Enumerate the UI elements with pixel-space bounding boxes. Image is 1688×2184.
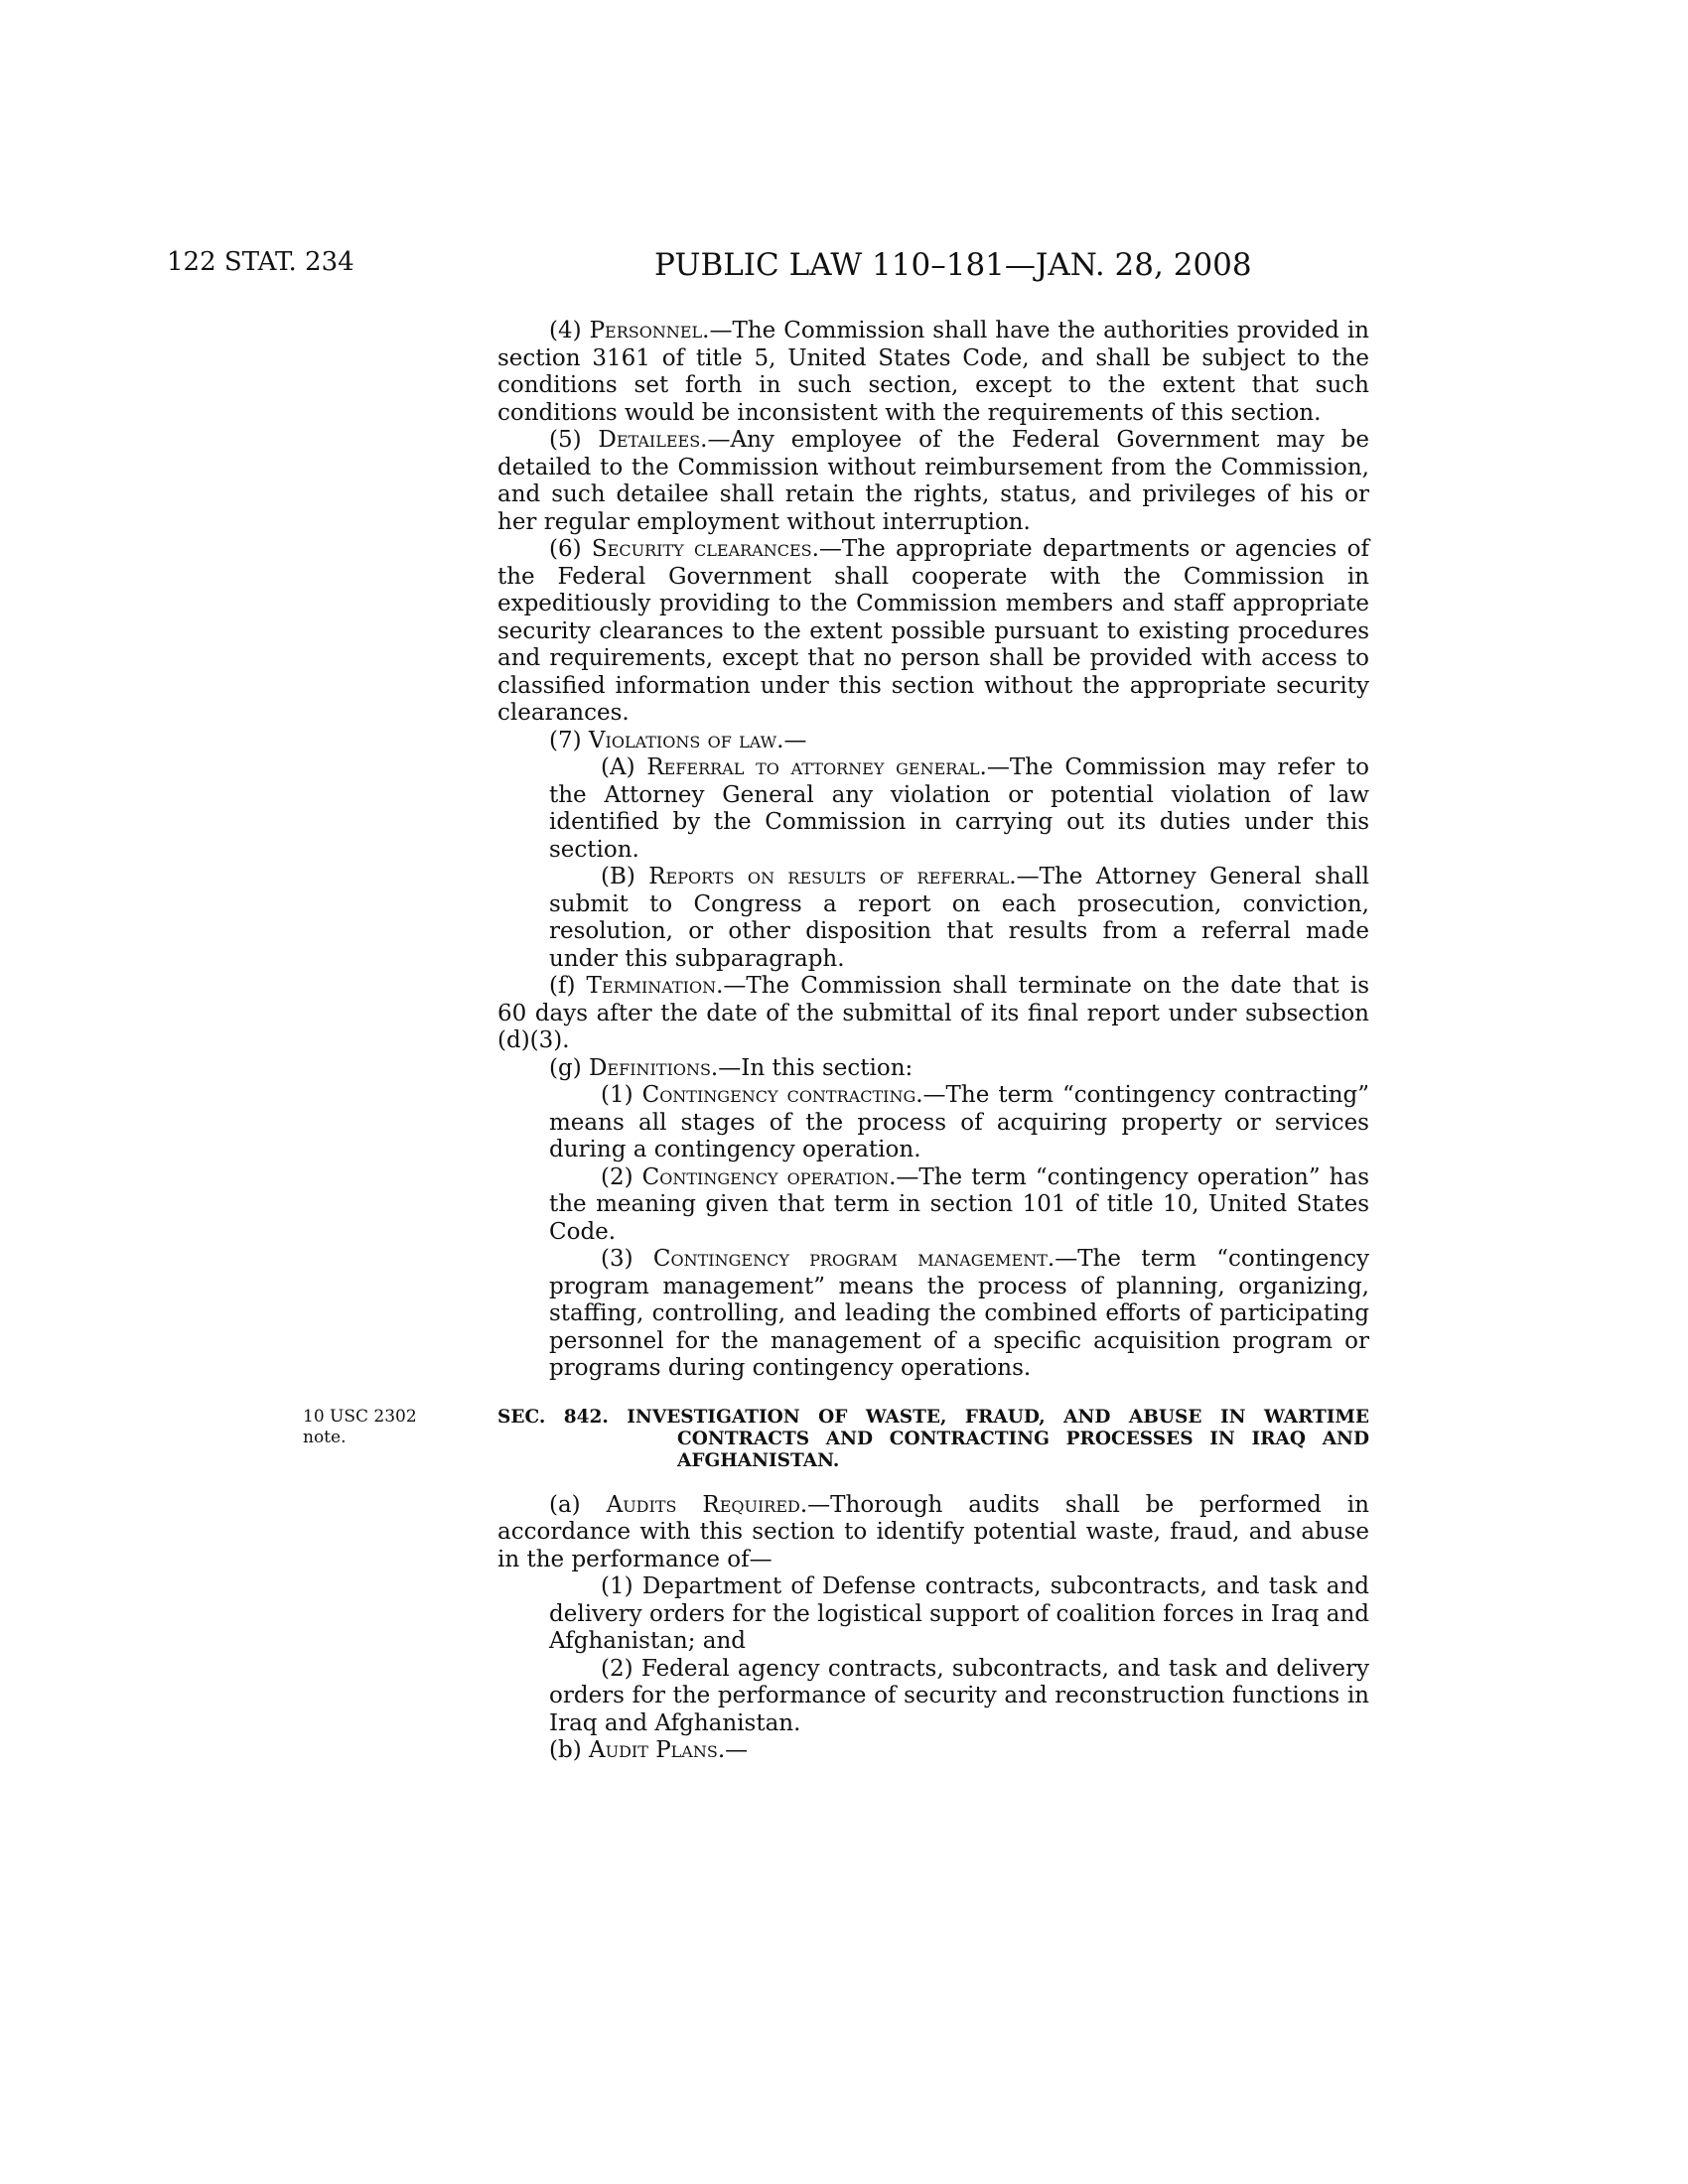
paragraph-heading: Referral to attorney general: [646, 754, 980, 780]
subsection-definitions: (g) Definitions.—In this section:: [549, 1054, 914, 1081]
section-842-block: [303, 1406, 1369, 1472]
page-header: [0, 247, 1688, 287]
definition-contingency-program-management: (3) Contingency program management.—The term “contingency program management” means the process of planning, organizing, staffing, controlling, and leading the combined efforts of participating personnel for the management of a specific acquisition program or programs during contingency operations.: [549, 1246, 1370, 1381]
paragraph-detailees: (5) Detailees.—Any employee of the Federal Government may be detailed to the Commission without reimbursement from the Commission, and such detailee shall retain the rights, status, and privileges of his or her regular employment without interruption.: [497, 427, 1369, 535]
paragraph-federal-agency-contracts: (2) Federal agency contracts, subcontracts, and task and delivery orders for the performance of security and reconstruction functions in Iraq and Afghanistan.: [549, 1655, 1369, 1736]
paragraph-heading: Termination: [586, 973, 717, 999]
section-heading: SEC. 842. INVESTIGATION OF WASTE, FRAUD, AND ABUSE IN WARTIME CONTRACTS AND CONTRACTING PROCESSES IN IRAQ AND AFGHANISTAN.: [497, 1406, 1369, 1471]
statute-body: [303, 318, 1370, 1765]
definition-contingency-operation: (2) Contingency operation.—The term “contingency operation” has the meaning given that term in section 101 of title 10, United States Code.: [549, 1163, 1370, 1245]
paragraph-heading: Contingency operation: [641, 1163, 890, 1190]
stat-reference: 122 STAT. 234: [167, 247, 354, 277]
paragraph-heading: Violations of law: [588, 727, 777, 753]
paragraph-personnel: (4) Personnel.—The Commission shall have the authorities provided in section 3161 of title 5, United States Code, and shall be subject to the conditions set forth in such section, except to the extent that such conditions would be inconsistent with the requirements of this section.: [497, 318, 1369, 426]
subparagraph-reports: (B) Reports on results of referral.—The Attorney General shall submit to Congress a report on each prosecution, conviction, resolution, or other disposition that results from a referral made under this subparagraph.: [549, 864, 1369, 972]
subsection-termination: (f) Termination.—The Commission shall terminate on the date that is 60 days after the date of the submittal of its final report under subsection (d)(3).: [497, 973, 1369, 1053]
paragraph-heading: Personnel: [589, 318, 703, 343]
running-title: PUBLIC LAW 110–181—JAN. 28, 2008: [654, 247, 1252, 283]
subsection-audits-required: (a) Audits Required.—Thorough audits shall be performed in accordance with this section to identify potential waste, fraud, and abuse in the performance of—: [497, 1491, 1369, 1572]
paragraph-heading: Reports on results of referral: [648, 864, 1010, 889]
paragraph-dod-contracts: (1) Department of Defense contracts, subcontracts, and task and delivery orders for the logistical support of coalition forces in Iraq and Afghanistan; and: [549, 1573, 1369, 1654]
margin-citation-note: 10 USC 2302 note.: [303, 1406, 417, 1447]
paragraph-heading: Contingency contracting: [641, 1082, 916, 1108]
paragraph-heading: Security clearances: [591, 536, 812, 562]
paragraph-heading: Definitions: [588, 1054, 711, 1081]
paragraph-violations-of-law: (7) Violations of law.—: [549, 727, 807, 753]
paragraph-heading: Detailees: [598, 427, 701, 453]
paragraph-heading: Audit Plans: [588, 1737, 718, 1763]
subparagraph-referral: (A) Referral to attorney general.—The Commission may refer to the Attorney General any violation or potential violation of law identified by the Commission in carrying out its duties under this section.: [549, 754, 1369, 863]
paragraph-heading: Contingency program management: [652, 1246, 1048, 1272]
definition-contingency-contracting: (1) Contingency contracting.—The term “contingency contracting” means all stages of the process of acquiring property or services during a contingency operation.: [549, 1082, 1370, 1162]
subsection-audit-plans: (b) Audit Plans.—: [549, 1737, 749, 1763]
paragraph-heading: Audits Required: [606, 1491, 800, 1518]
paragraph-security-clearances: (6) Security clearances.—The appropriate departments or agencies of the Federal Government shall cooperate with the Commission in expeditiously providing to the Commission members and staff appropriate security clearances to the extent possible pursuant to existing procedures and requirements, except that no person shall be provided with access to classified information under this section without the appropriate security clearances.: [497, 536, 1369, 726]
